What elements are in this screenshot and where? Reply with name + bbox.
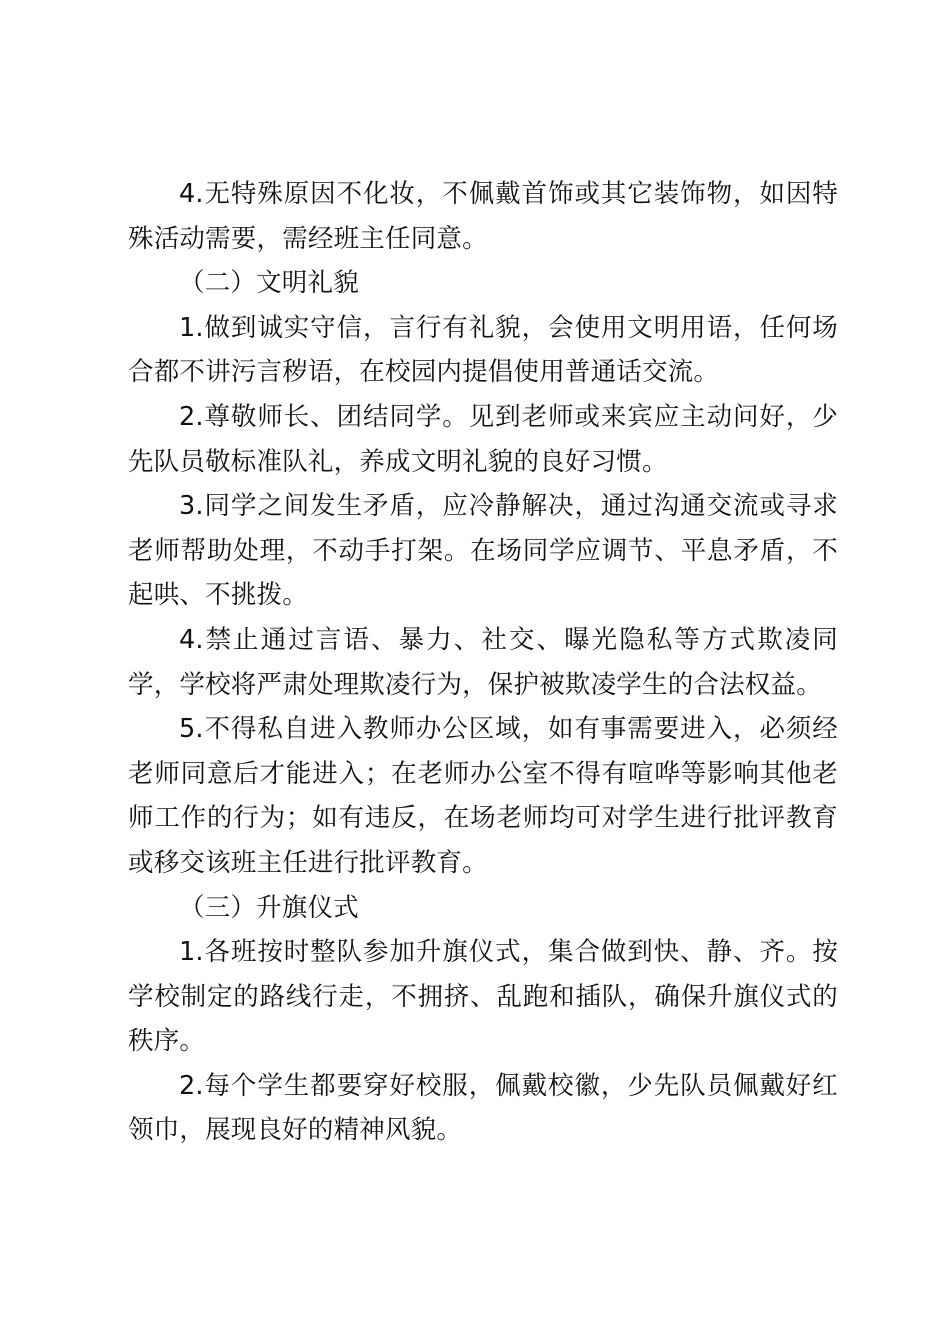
section-heading-civility: （二）文明礼貌 xyxy=(179,268,359,299)
paragraph-item-5: 4.禁止通过言语、暴力、社交、曝光隐私等方式欺凌同学，学校将严肃处理欺凌行为，保护被欺凌学生的合法权益。 xyxy=(128,624,838,700)
section-heading-flag-ceremony: （三）升旗仪式 xyxy=(179,892,359,923)
paragraph-item-8: 2.每个学生都要穿好校服，佩戴校徽，少先队员佩戴好红领巾，展现良好的精神风貌。 xyxy=(128,1070,838,1146)
paragraph-item-1: 4.无特殊原因不化妆，不佩戴首饰或其它装饰物，如因特殊活动需要，需经班主任同意。 xyxy=(128,179,838,254)
paragraph-item-3: 2.尊敬师长、团结同学。见到老师或来宾应主动问好，少先队员敬标准队礼，养成文明礼貌的良好习惯。 xyxy=(128,401,838,477)
document-body xyxy=(128,172,838,1153)
paragraph-item-2: 1.做到诚实守信，言行有礼貌，会使用文明用语，任何场合都不讲污言秽语，在校园内提倡使用普通话交流。 xyxy=(128,312,838,388)
paragraph-item-7: 1.各班按时整队参加升旗仪式，集合做到快、静、齐。按学校制定的路线行走，不拥挤、乱跑和插队，确保升旗仪式的秩序。 xyxy=(128,937,838,1057)
paragraph-item-6: 5.不得私自进入教师办公区域，如有事需要进入，必须经老师同意后才能进入；在老师办公室不得有喧哗等影响其他老师工作的行为；如有违反，在场老师均可对学生进行批评教育或移交该班主任进行批评教育。 xyxy=(128,714,838,878)
paragraph-item-4: 3.同学之间发生矛盾，应冷静解决，通过沟通交流或寻求老师帮助处理，不动手打架。在场同学应调节、平息矛盾，不起哄、不挑拨。 xyxy=(128,491,838,611)
